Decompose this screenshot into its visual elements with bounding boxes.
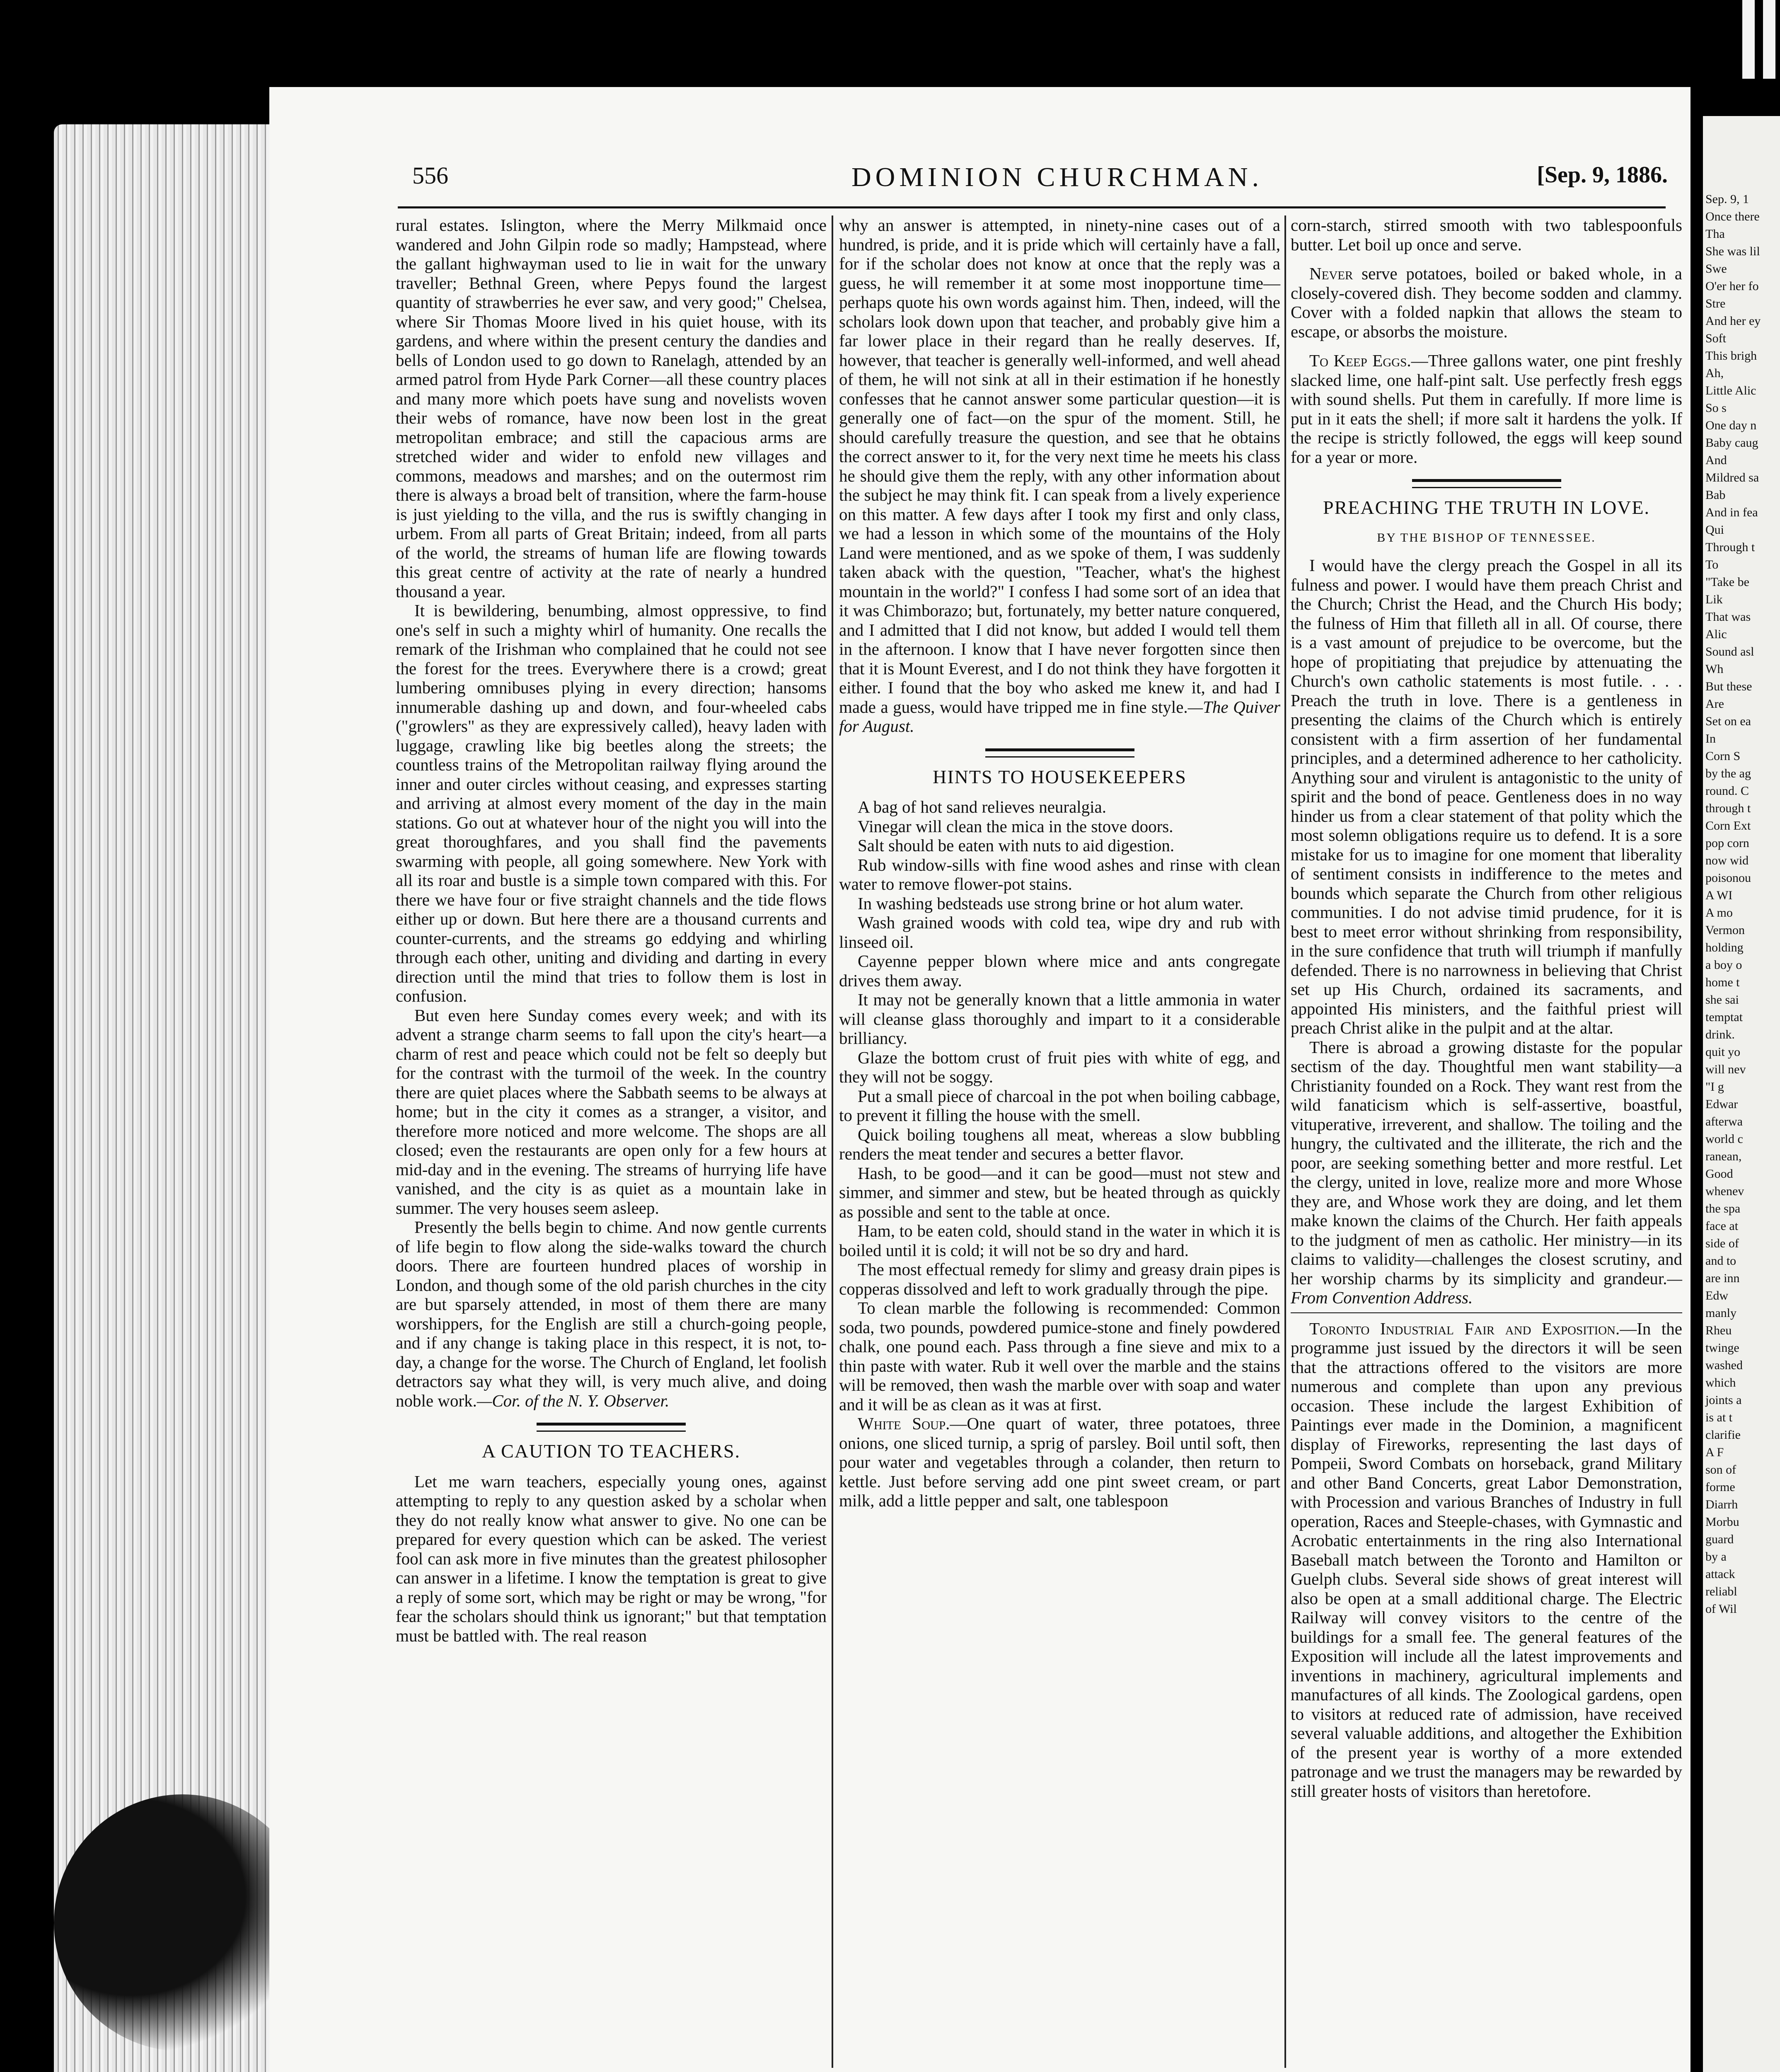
binding-mark [1763, 0, 1775, 79]
facing-page-fragment: Bab [1705, 488, 1726, 502]
article-paragraph: corn-starch, stirred smooth with two tablespoonfuls butter. Let boil up once and serve. [1291, 215, 1682, 254]
facing-page-fragment: reliabl [1705, 1585, 1737, 1598]
facing-page-fragment: a boy o [1705, 958, 1742, 972]
hint-item: To clean marble the following is recommended: Common soda, two pounds, powdered pumice-stone and finely powdered chalk, one pound each. Pass through a fine sieve and mix to a thin paste with water. Rub it well over the marble and the stains will be removed, then wash the marble over with soap and water and it will be as clean as it was at first. [839, 1298, 1280, 1414]
facing-page-fragment: Little Alic [1705, 384, 1756, 397]
facing-page-fragment: of Wil [1705, 1602, 1737, 1616]
facing-page-fragment: ranean, [1705, 1150, 1742, 1163]
citation: —The Quiver for August. [839, 697, 1281, 736]
facing-page-fragment: Wh [1705, 662, 1724, 676]
facing-page-fragment: Edwar [1705, 1097, 1738, 1111]
column-rule [832, 215, 833, 2068]
byline: BY THE BISHOP OF TENNESSEE. [1377, 530, 1596, 545]
section-heading: A CAUTION TO TEACHERS. [481, 1440, 741, 1462]
facing-page-fragment: whenev [1705, 1184, 1744, 1198]
facing-page-fragment: joints a [1705, 1393, 1742, 1407]
article-paragraph: Never serve potatoes, boiled or baked whole, in a closely-covered dish. They become sodden and clammy. Cover with a folded napkin that allows the steam to escape, or absorbs the moisture. [1291, 264, 1683, 341]
facing-page-fragment: washed [1705, 1358, 1743, 1372]
run-in-label: Toronto Industrial Fair and Exposition. [1309, 1319, 1620, 1338]
hint-item: Glaze the bottom crust of fruit pies with white of egg, and they will not be soggy. [839, 1048, 1280, 1086]
section-rule [1412, 479, 1561, 488]
facing-page-fragment: A mo [1705, 906, 1733, 920]
facing-page-fragment: Once there [1705, 210, 1760, 223]
facing-page-fragment: A WI [1705, 888, 1733, 902]
facing-page-fragment: forme [1705, 1480, 1735, 1494]
facing-page-fragment: Mildred sa [1705, 471, 1759, 484]
facing-page-fragment: And her ey [1705, 314, 1761, 328]
facing-page-fragment: "Take be [1705, 575, 1749, 589]
article-paragraph: It is bewildering, benumbing, almost oppressive, to find one's self in such a mighty whirl of humanity. One recalls the remark of the Irishman who complained that he could not see the forest for the trees. Everywhere there is a crowd; great lumbering omnibuses plying in every direction; hansoms innumerable dashing up and down, and four-wheeled cabs ("growlers" as they are expressively called), heavy laden with luggage, crawling like big beetles along the streets; the countless trains of the Metropolitan railway flying around the inner and outer circles without ceasing, and expresses starting and arriving at almost every moment of the day in the main stations. Go out at whatever hour of the night you will into the great thoroughfares, and you shall find the pavements swarming with people, all going somewhere. New York with all its roar and bustle is a simple town compared with this. For there we have four or five straight channels and the tide flows either up or down. But here there are a thousand currents and counter-currents, and the streams go eddying and whirling through each other, uniting and dividing and darting in every direction until the mind that tries to follow them is lost in confusion. [396, 601, 827, 1005]
article-paragraph: Presently the bells begin to chime. And now gentle currents of life begin to flow along the side-walks toward the church doors. There are fourteen hundred places of worship in London, and though some of the old parish churches in the city are but sparsely attended, in most of them there are many worshippers, for the English are still a church-going people, and if any change is taking place in this respect, it is not, to-day, a change for the worse. The Church of England, let foolish detractors say what they will, is very much alive, and doing noble work.—Cor. of the N. Y. Observer. [396, 1218, 827, 1410]
facing-page-fragment: Edw [1705, 1289, 1728, 1302]
facing-page-fragment: Swe [1705, 262, 1727, 276]
facing-page-fragment: Rheu [1705, 1324, 1732, 1337]
facing-page-fragment: Qui [1705, 523, 1724, 537]
run-in-label: To Keep Eggs. [1309, 351, 1411, 370]
facing-page-fragment: Vermon [1705, 923, 1745, 937]
run-in-label: Never [1309, 264, 1353, 283]
facing-page-fragment: drink. [1705, 1028, 1735, 1041]
binding-mark [1742, 0, 1755, 79]
section-heading: HINTS TO HOUSEKEEPERS [933, 766, 1187, 787]
masthead-title: DOMINION CHURCHMAN. [851, 162, 1263, 192]
article-paragraph: To Keep Eggs.—Three gallons water, one pint freshly slacked lime, one half-pint salt. Use perfectly fresh eggs with sound shells. Put them in carefully. If more lime is put in it eats the shell; if more salt it hardens the yolk. If the recipe is strictly followed, the eggs will keep sound for a year or more. [1291, 351, 1682, 467]
hint-item: Quick boiling toughens all meat, whereas a slow bubbling renders the meat tender and secures a better flavor. [839, 1125, 1280, 1163]
facing-page-fragment: now wid [1705, 854, 1749, 867]
page-number: 556 [412, 162, 448, 189]
hints-list [839, 797, 1280, 1414]
facing-page-fragment: So s [1705, 401, 1727, 415]
facing-page-fragment: But these [1705, 680, 1752, 693]
facing-page-fragment: To [1705, 558, 1719, 571]
facing-page-fragment: Through t [1705, 540, 1755, 554]
column-2 [839, 215, 1280, 1510]
facing-page-fragment: O'er her fo [1705, 279, 1759, 293]
facing-page-fragment: Morbu [1705, 1515, 1739, 1529]
issue-date: [Sep. 9, 1886. [1537, 162, 1668, 188]
facing-page-fragment: holding [1705, 941, 1744, 954]
hint-item: The most effectual remedy for slimy and greasy drain pipes is copperas dissolved and left to work gradually through the pipe. [839, 1260, 1280, 1298]
facing-page-fragment: she sai [1705, 993, 1739, 1007]
article-paragraph: But even here Sunday comes every week; and with its advent a strange charm seems to fall upon the city's heart—a charm of rest and peace which could not be felt so deeply but for the contrast with the turmoil of the week. In the country there are quiet places where the Sabbath seems to be always at home; but in the city it comes as a stranger, a visitor, and therefore more noticed and more welcome. The shops are all closed; even the restaurants are open only for a few hours at mid-day and in the evening. The streams of hurrying life have vanished, and the city is as quiet as a mountain lake in summer. The very houses seem asleep. [396, 1005, 827, 1218]
facing-page-fragment: Lik [1705, 593, 1723, 606]
facing-page-fragment: home t [1705, 975, 1740, 989]
article-paragraph: There is abroad a growing distaste for the popular sectism of the day. Thoughtful men want stability—a Christianity founded on a Rock. They want rest from the wild fanaticism which is self-assertive, boastful, vituperative, irreverent, and shallow. The toiling and the hungry, the cultivated and the illiterate, the rich and the poor, are seeking something better and more restful. Let the clergy, united in love, realize more and more Whose they are, and Whose work they are doing, and let them make known the claims of the Church. Her faith appeals to the judgment of men as catholic. Her ministry—in its claims to validity—challenges the closest scrutiny, and her worship charms by its simplicity and grandeur.—From Convention Address. [1291, 1037, 1682, 1307]
facing-page-fragment: Corn S [1705, 749, 1741, 763]
hint-item: In washing bedsteads use strong brine or hot alum water. [858, 893, 1244, 913]
facing-page-fragment: which [1705, 1376, 1736, 1389]
facing-page-fragment: afterwa [1705, 1115, 1743, 1128]
facing-page-fragment: manly [1705, 1306, 1736, 1320]
article-paragraph: why an answer is attempted, in ninety-nine cases out of a hundred, is pride, and it is pride which will certainly have a fall, for if the scholar does not know at once that the reply was a guess, he will remember it at some most inopportune time—perhaps quote his own words against him. Then, indeed, will the scholars look down upon that teacher, and probably give him a far lower place in their regard than he really deserves. If, however, that teacher is generally well-informed, and well ahead of them, he will not sink at all in their estimation if he honestly confesses that he cannot answer some particular question—it is generally one of fact—on the spur of the moment. Still, he should carefully treasure the question, and see that he obtains the correct answer to it, for the very next time he meets his class he should give them the reply, with any other information about the subject he may think fit. I can speak from a lively experience on this matter. A few days after I took my first and only class, we had a lesson in which some of the mountains of the Holy Land were mentioned, and as we spoke of them, I was suddenly taken aback with the question, "Teacher, what's the highest mountain in the world?" I confess I had some sort of an idea that it was Chimborazo; but, fortunately, my better nature conquered, and I admitted that I did not know, but added I would tell them in the afternoon. I know that I have never forgotten since then that it is Mount Everest, and I do not think they have forgotten it either. I found that the boy who asked me knew it, and had I made a guess, would have tripped me in fine style.—The Quiver for August. [839, 215, 1281, 736]
hint-item: Wash grained woods with cold tea, wipe dry and rub with linseed oil. [839, 913, 1280, 951]
facing-page-fragment: will nev [1705, 1063, 1746, 1076]
hint-item: Salt should be eaten with nuts to aid digestion. [858, 836, 1175, 855]
facing-page-fragment: side of [1705, 1237, 1739, 1250]
facing-page-fragment: world c [1705, 1132, 1743, 1146]
page-header [412, 162, 1668, 199]
facing-page-text [1705, 191, 1761, 1618]
facing-page-fragment: by a [1705, 1550, 1727, 1564]
facing-page-fragment: guard [1705, 1532, 1734, 1546]
facing-page-fragment: Tha [1705, 227, 1725, 241]
facing-page-fragment: round. C [1705, 784, 1749, 798]
facing-page-fragment: Soft [1705, 332, 1727, 345]
facing-page-fragment: Sep. 9, 1 [1705, 192, 1749, 206]
run-in-label: White Soup. [858, 1414, 950, 1433]
hint-item: Put a small piece of charcoal in the pot when boiling cabbage, to prevent it filling the house with the smell. [839, 1086, 1280, 1125]
facing-page-fragment: twinge [1705, 1341, 1739, 1355]
hint-item: Hash, to be good—and it can be good—must not stew and simmer, and simmer and stew, but be heated through as quickly as possible and sent to the table at once. [839, 1163, 1280, 1221]
article-paragraph: I would have the clergy preach the Gospel in all its fulness and power. I would have them preach Christ and the Church; Christ the Head, and the Church His body; the fulness of Him that filleth all in all. Of course, there is a vast amount of prejudice to be overcome, but the hope of propitiating that prejudice by attenuating the Church's own catholic statements is most futile. . . . Preach the truth in love. There is a gentleness in presenting the claims of the Church which is entirely consistent with a firm assertion of her fundamental principles, and a determined adherence to her catholicity. Anything sour and virulent is antagonistic to the unity of spirit and the bond of peace. Gentleness does in no way hinder us from a clear statement of that polity which the most solemn obligations require us to defend. It is a sore mistake for us to imagine for one moment that liberality of sentiment consists in indifference to the metes and bounds which separate the Church from other religious communities. I do not advise timid prudence, for it is best to meet error without shrinking from responsibility, in the sure confidence that truth will triumph if manfully defended. There is no narrowness in believing that Christ set up His Church, ordained its sacraments, and appointed His ministers, and the faithful priest will preach Christ alike in the pulpit and at the altar. [1291, 556, 1682, 1037]
facing-page-fragment: One day n [1705, 419, 1757, 432]
facing-page-fragment: That was [1705, 610, 1751, 624]
facing-page-fragment: Sound asl [1705, 645, 1754, 658]
facing-page-fragment: clarifie [1705, 1428, 1741, 1442]
facing-page-fragment: son of [1705, 1463, 1736, 1477]
facing-page-fragment: attack [1705, 1567, 1735, 1581]
facing-page-fragment: Ah, [1705, 366, 1724, 380]
facing-page-fragment: Are [1705, 697, 1724, 711]
citation: —Cor. of the N. Y. Observer. [476, 1391, 670, 1410]
facing-page-fragment: and to [1705, 1254, 1736, 1268]
facing-page-fragment: by the ag [1705, 767, 1751, 780]
column-1 [396, 215, 827, 1645]
hint-item: It may not be generally known that a little ammonia in water will cleanse glass thoroughly and impart to it a considerable brilliancy. [839, 990, 1280, 1048]
column-rule [1284, 215, 1286, 2068]
facing-page-fragment: And [1705, 453, 1727, 467]
article-paragraph: Let me warn teachers, especially young ones, against attempting to reply to any question asked by a scholar when they do not really know what answer to give. No one can be prepared for every question which can be asked. The veriest fool can ask more in five minutes than the greatest philosopher can answer in a lifetime. I know the temptation is great to give a reply of some sort, which may be right or may be wrong, "for fear the scholars should think us ignorant;" but that temptation must be battled with. The real reason [396, 1472, 827, 1645]
facing-page-fragment: "I g [1705, 1080, 1724, 1094]
section-rule [985, 748, 1134, 758]
hint-item: Ham, to be eaten cold, should stand in the water in which it is boiled until it is cold; it will not be so dry and hard. [839, 1221, 1280, 1260]
article-paragraph: White Soup.—One quart of water, three potatoes, three onions, one sliced turnip, a sprig of parsley. Boil until soft, then pour water and vegetables through a colander, then return to kettle. Just before serving add one pint sweet cream, or part milk, add a little pepper and salt, one tablespoon [839, 1414, 1281, 1510]
facing-page-fragment: Baby caug [1705, 436, 1758, 450]
facing-page-fragment: are inn [1705, 1271, 1740, 1285]
facing-page-fragment: Good [1705, 1167, 1733, 1181]
divider [1291, 1312, 1682, 1313]
hint-item: Vinegar will clean the mica in the stove doors. [858, 816, 1173, 836]
section-rule [537, 1423, 686, 1432]
facing-page-fragment: Corn Ext [1705, 819, 1751, 833]
facing-page-fragment: And in fea [1705, 506, 1758, 519]
facing-page-fragment: This brigh [1705, 349, 1757, 363]
article-paragraph: rural estates. Islington, where the Merry Milkmaid once wandered and John Gilpin rode so madly; Hampstead, where the gallant highwayman used to lie in wait for the unwary traveller; Bethnal Green, where Pepys found the largest quantity of strawberries he ever saw, and very good;" Chelsea, where Sir Thomas Moore lived in his quiet house, with its gardens, and where within the present century the dandies and bells of London used to go down to Ranelagh, attended by an armed patrol from Hyde Park Corner—all these country places and many more which poets have sung and novelists woven their webs of romance, have now been lost in the great metropolitan embrace; and still the capacious arms are stretched wider and wider to enfold new villages and commons, meadows and marshes; and on the outermost rim there is always a broad belt of transition, where the farm-house is just yielding to the villa, and the rus is swiftly changing in urbem. From all parts of Great Britain; indeed, from all parts of the world, the streams of human life are flowing towards this great centre of activity at the rate of nearly a hundred thousand a year. [396, 215, 827, 601]
section-heading: PREACHING THE TRUTH IN LOVE. [1323, 497, 1650, 518]
facing-page-fragment: In [1705, 732, 1716, 746]
facing-page-fragment: quit yo [1705, 1045, 1741, 1059]
hint-item: Rub window-sills with fine wood ashes and rinse with clean water to remove flower-pot stains. [839, 855, 1280, 893]
hint-item: Cayenne pepper blown where mice and ants congregate drives them away. [839, 951, 1280, 990]
facing-page-fragment: A F [1705, 1445, 1724, 1459]
facing-page-fragment: poisonou [1705, 871, 1751, 885]
book-page-edges [54, 124, 269, 2072]
facing-page-fragment: pop corn [1705, 836, 1749, 850]
hint-item: A bag of hot sand relieves neuralgia. [858, 797, 1107, 816]
article-paragraph: Toronto Industrial Fair and Exposition.—In the programme just issued by the directors it will be seen that the attractions offered to the visitors are more numerous and complete than upon any previous occasion. These include the largest Exhibition of Paintings ever made in the Dominion, a magnificent display of Fireworks, representing the last days of Pompeii, Sword Combats on horseback, grand Military and other Band Concerts, great Labor Demonstration, with Procession and various Branches of Industry in full operation, Races and Steeple-chases, with Gymnastic and Acrobatic entertainments in the ring also International Baseball match between the Toronto and Hamilton or Guelph clubs. Several side shows of great interest will also be open at a small additional charge. The Electric Railway will convey visitors to the centre of the buildings for a small fee. The general features of the Exposition will include all the latest improvements and inventions in machinery, agricultural implements and manufactures of all kinds. The Zoological gardens, open to visitors at reduced rate of admission, have received several valuable additions, and altogether the Exhibition of the present year is worthy of a more extended patronage and we trust the managers may be rewarded by still greater hosts of visitors than heretofore. [1291, 1319, 1682, 1801]
facing-page-fragment: Stre [1705, 297, 1726, 310]
citation: —From Convention Address. [1291, 1268, 1682, 1307]
facing-page-fragment: Set on ea [1705, 714, 1751, 728]
facing-page-fragment: the spa [1705, 1202, 1741, 1215]
facing-page-fragment: is at t [1705, 1411, 1732, 1424]
facing-page-fragment: temptat [1705, 1010, 1743, 1024]
facing-page-fragment: She was lil [1705, 244, 1760, 258]
facing-page [1703, 116, 1780, 2072]
facing-page-fragment: Diarrh [1705, 1498, 1738, 1511]
header-rule [398, 206, 1666, 208]
facing-page-fragment: through t [1705, 801, 1751, 815]
facing-page-fragment: Alic [1705, 627, 1727, 641]
column-3 [1291, 215, 1682, 1801]
facing-page-fragment: face at [1705, 1219, 1739, 1233]
